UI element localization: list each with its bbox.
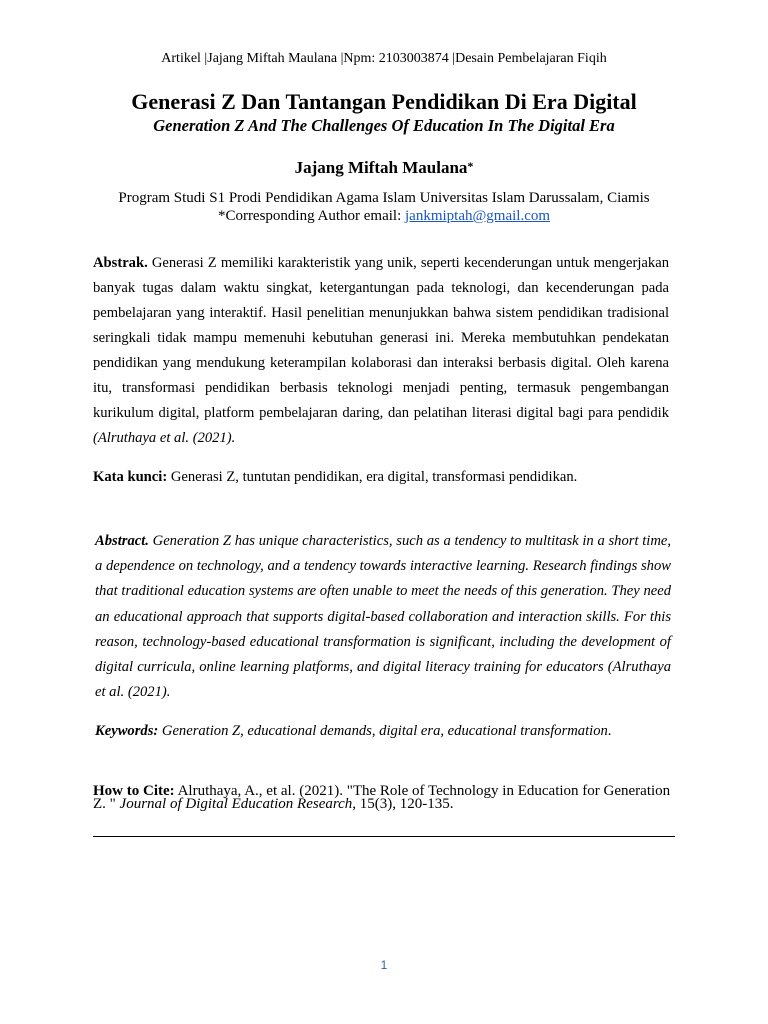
how-to-cite: [93, 785, 683, 811]
corresponding-author: [0, 207, 768, 225]
running-head: Artikel |Jajang Miftah Maulana |Npm: 2103003874 |Desain Pembelajaran Fiqih: [161, 51, 607, 66]
abstract-id-citation: (Alruthaya et al. (2021).: [93, 430, 236, 446]
author-name: [0, 158, 768, 178]
abstract-id-text: Generasi Z memiliki karakteristik yang unik, seperti kecenderungan untuk mengerjakan banyak tugas dalam waktu singkat, ketergantungan pada teknologi, dan kecenderungan pada pembelajaran yang interaktif. Hasil penelitian menunjukkan bahwa sistem pendidikan tradisional seringkali tidak mampu memenuhi kebutuhan generasi ini. Mereka membutuhkan pendekatan pendidikan yang mendukung keterampilan kolaborasi dan interaksi berbasis digital. Oleh karena itu, transformasi pendidikan berbasis teknologi menjadi penting, termasuk pengembangan kurikulum digital, platform pembelajaran daring, dan pelatihan literasi digital bagi para pendidik: [93, 255, 669, 421]
abstract-en-text: Generation Z has unique characteristics, such as a tendency to multitask in a short time, a dependence on technology, and a tendency towards interactive learning. Research findings show that traditional education systems are often unable to meet the needs of this generation. They need an educational approach that supports digital-based collaboration and interaction skills. For this reason, technology-based educational transformation is significant, including the development of digital curricula, online learning platforms, and digital literacy training for educators (Alruthaya et al. (2021).: [95, 533, 671, 701]
corresponding-label: *Corresponding Author email:: [217, 208, 405, 224]
article-title: Generasi Z Dan Tantangan Pendidikan Di Era Digital: [131, 89, 637, 114]
author-mark: *: [467, 159, 474, 173]
keywords-en-text: Generation Z, educational demands, digital era, educational transformation: [158, 723, 608, 739]
keywords-en-end: .: [607, 723, 612, 739]
abstract-id-label: Abstrak.: [93, 255, 148, 271]
affiliation-block: [0, 189, 768, 225]
cite-text: Alruthaya, A., et al. (2021). "The Role of Technology in Education for Generation Z. ": [93, 783, 671, 812]
abstract-en-label: Abstract.: [95, 533, 149, 549]
cite-rest: , 15(3), 120-135.: [352, 796, 454, 812]
keywords-id-label: Kata kunci:: [93, 469, 168, 485]
keywords-indonesian: [93, 466, 669, 488]
divider-line: [93, 836, 675, 837]
affiliation: Program Studi S1 Prodi Pendidikan Agama Islam Universitas Islam Darussalam, Ciamis: [118, 190, 650, 206]
keywords-english: [95, 720, 671, 742]
article-subtitle: Generation Z And The Challenges Of Education In The Digital Era: [153, 116, 615, 135]
keywords-en-label: Keywords:: [95, 723, 159, 739]
keywords-id-text: Generasi Z, tuntutan pendidikan, era digital, transformasi pendidikan.: [167, 469, 578, 485]
abstract-english: [95, 529, 671, 705]
page-number: 1: [380, 958, 388, 972]
email-link[interactable]: jankmiptah@gmail.com: [405, 208, 551, 224]
cite-journal: Journal of Digital Education Research: [119, 796, 353, 812]
abstract-indonesian: [93, 251, 669, 451]
cite-label: How to Cite:: [93, 783, 175, 799]
author-name-text: Jajang Miftah Maulana: [294, 158, 468, 177]
